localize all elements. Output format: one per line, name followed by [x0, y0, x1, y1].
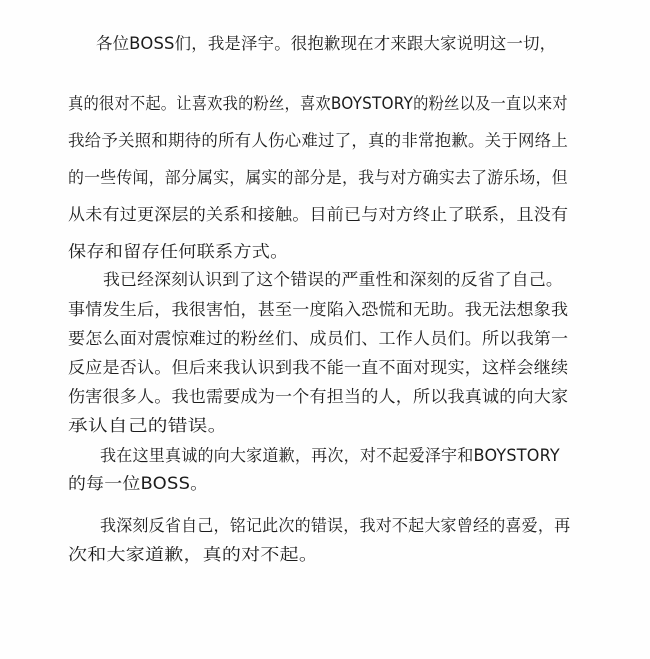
letter-line-10: 反应是否认。但后来我认识到我不能一直不面对现实，这样会继续	[68, 358, 569, 377]
letter-line-7: 我已经深刻认识到了这个错误的严重性和深刻的反省了自己。	[103, 270, 563, 289]
letter-line-13: 我在这里真诚的向大家道歉，再次，对不起爱泽宇和BOYSTORY	[100, 446, 560, 465]
letter-line-14: 的每一位BOSS。	[68, 474, 209, 493]
letter-line-3: 我给予关照和期待的所有人伤心难过了，真的非常抱歉。关于网络上	[68, 131, 568, 150]
letter-line-8: 事情发生后，我很害怕，甚至一度陷入恐慌和无助。我无法想象我	[68, 300, 569, 319]
letter-line-5: 从未有过更深层的关系和接触。目前已与对方终止了联系，且没有	[68, 205, 569, 224]
letter-line-15: 我深刻反省自己，铭记此次的错误，我对不起大家曾经的喜爱，再	[100, 516, 571, 535]
letter-line-4: 的一些传闻，部分属实，属实的部分是，我与对方确实去了游乐场，但	[68, 168, 568, 187]
letter-line-1: 各位BOSS们，我是泽宇。很抱歉现在才来跟大家说明这一切，	[96, 34, 557, 53]
letter-line-9: 要怎么面对震惊难过的粉丝们、成员们、工作人员们。所以我第一	[68, 329, 569, 348]
letter-line-11: 伤害很多人。我也需要成为一个有担当的人，所以我真诚的向大家	[68, 387, 569, 406]
letter-line-6: 保存和留存任何联系方式。	[68, 242, 289, 261]
letter-line-16: 次和大家道歉，真的对不起。	[68, 545, 319, 564]
letter-line-2: 真的很对不起。让喜欢我的粉丝，喜欢BOYSTORY的粉丝以及一直以来对	[68, 94, 568, 113]
letter-line-12: 承认自己的错误。	[68, 416, 228, 435]
